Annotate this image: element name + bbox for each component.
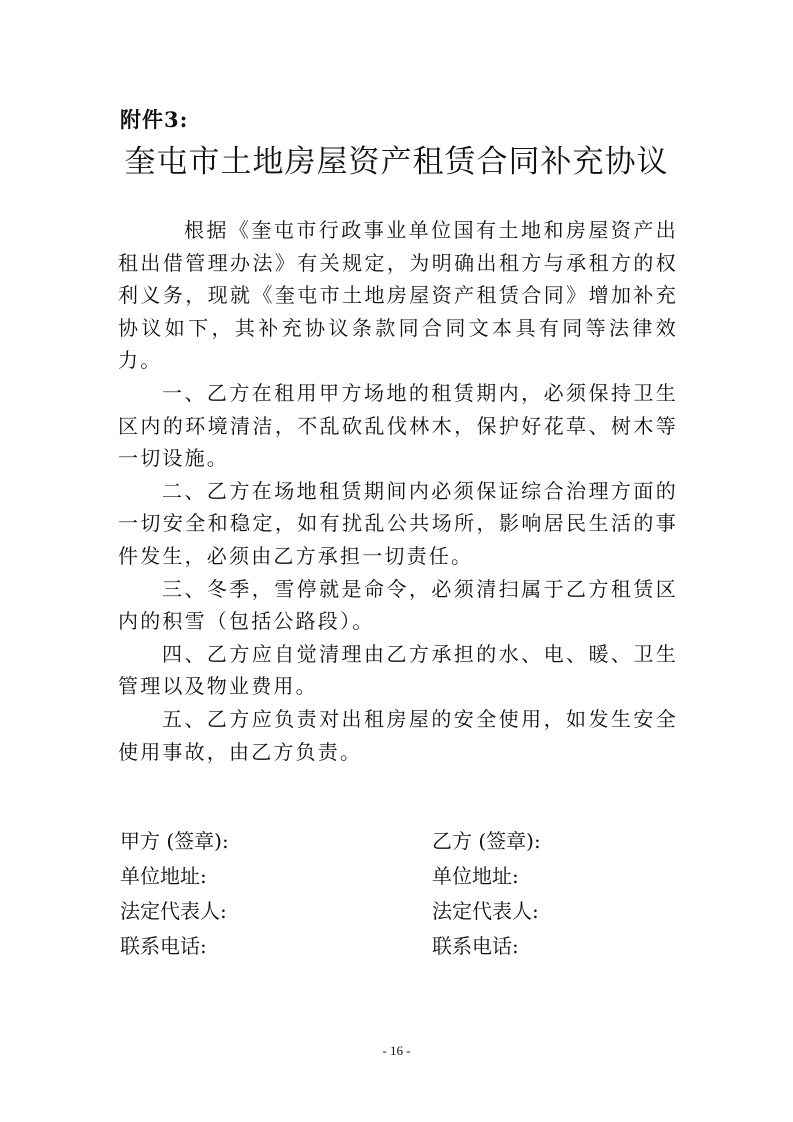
page-number: - 16 - — [382, 1043, 411, 1058]
clause-1: 一、乙方在租用甲方场地的租赁期内，必须保持卫生区内的环境清洁，不乱砍乱伐林木，保护好花草、树木等一切设施。 — [118, 380, 678, 471]
party-a-legal-rep: 法定代表人: — [120, 899, 227, 923]
clause-3: 三、冬季，雪停就是命令，必须清扫属于乙方租赁区内的积雪（包括公路段）。 — [118, 576, 678, 634]
party-a-seal: 甲方 (签章): — [120, 829, 229, 853]
party-b-legal-rep: 法定代表人: — [432, 899, 539, 923]
agreement-body — [118, 214, 678, 768]
clause-4: 四、乙方应自觉清理由乙方承担的水、电、暖、卫生管理以及物业费用。 — [118, 641, 678, 699]
signature-block — [120, 824, 680, 964]
attachment-label: 附件3: — [120, 107, 189, 132]
document-title: 奎屯市土地房屋资产租赁合同补充协议 — [124, 144, 669, 180]
signature-row-address — [120, 859, 680, 894]
party-a-address: 单位地址: — [120, 864, 207, 888]
signature-row-legal-rep — [120, 894, 680, 929]
party-b-seal: 乙方 (签章): — [432, 829, 541, 853]
party-b-phone: 联系电话: — [432, 934, 519, 958]
signature-row-seal — [120, 824, 680, 859]
intro-paragraph: 根据《奎屯市行政事业单位国有土地和房屋资产出租出借管理办法》有关规定，为明确出租方与承租方的权利义务，现就《奎屯市土地房屋资产租赁合同》增加补充协议如下，其补充协议条款同合同文本具有同等法律效力。 — [118, 218, 678, 373]
clause-2: 二、乙方在场地租赁期间内必须保证综合治理方面的一切安全和稳定，如有扰乱公共场所，影响居民生活的事件发生，必须由乙方承担一切责任。 — [118, 478, 678, 568]
clause-5: 五、乙方应负责对出租房屋的安全使用，如发生安全使用事故，由乙方负责。 — [118, 706, 678, 764]
party-b-address: 单位地址: — [432, 864, 519, 888]
signature-row-phone — [120, 929, 680, 964]
party-a-phone: 联系电话: — [120, 934, 207, 958]
